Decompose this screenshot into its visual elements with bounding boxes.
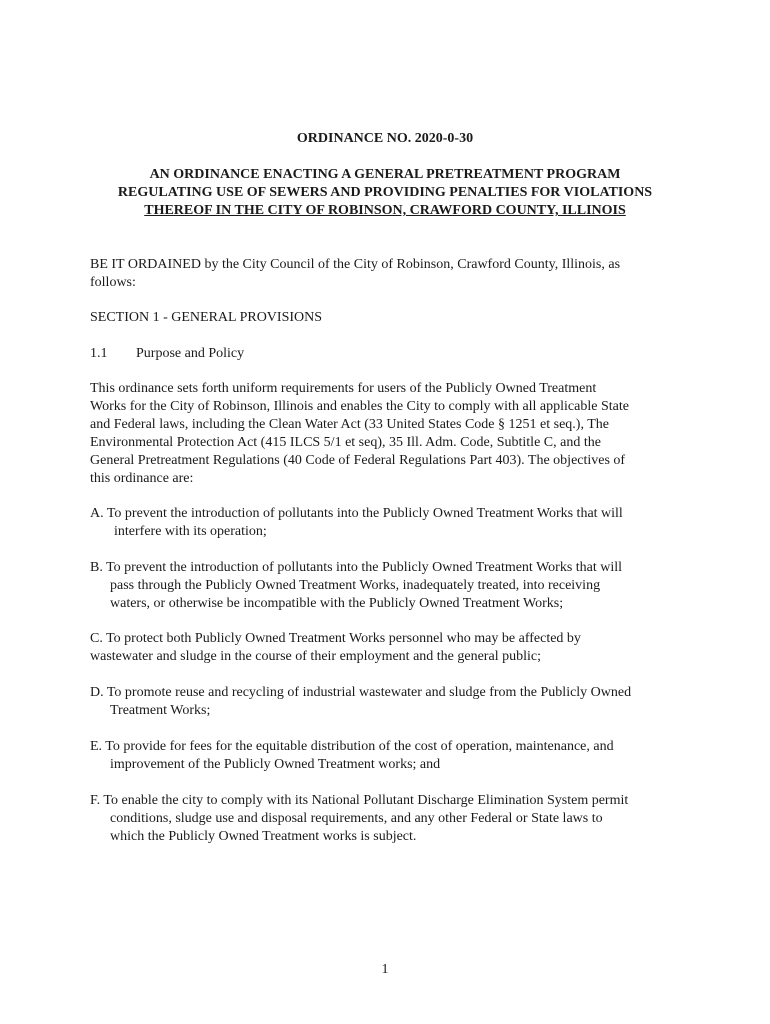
intro-line-4: Environmental Protection Act (415 ILCS 5/1 et seq), 35 Ill. Adm. Code, Subtitle C, and the bbox=[90, 435, 601, 450]
objective-f-line-2: conditions, sludge use and disposal requirements, and any other Federal or State laws to bbox=[110, 811, 603, 826]
ordained-line-1: BE IT ORDAINED by the City Council of the City of Robinson, Crawford County, Illinois, as bbox=[90, 257, 621, 272]
objective-a-line-1: A. To prevent the introduction of pollutants into the Publicly Owned Treatment Works that will bbox=[90, 506, 623, 521]
objective-c bbox=[90, 630, 680, 666]
heading-line-1: AN ORDINANCE ENACTING A GENERAL PRETREATMENT PROGRAM bbox=[149, 167, 621, 182]
objective-e-line-1: E. To provide for fees for the equitable distribution of the cost of operation, maintenance, and bbox=[90, 739, 614, 754]
objective-e-line-2: improvement of the Publicly Owned Treatment works; and bbox=[110, 757, 441, 772]
objective-f-line-1: F. To enable the city to comply with its National Pollutant Discharge Elimination System permit bbox=[90, 793, 629, 808]
objective-b bbox=[90, 559, 680, 613]
intro-paragraph bbox=[90, 380, 680, 488]
ordained-line-2: follows: bbox=[90, 275, 136, 290]
heading-line-3: THEREOF IN THE CITY OF ROBINSON, CRAWFORD COUNTY, ILLINOIS bbox=[144, 203, 626, 218]
intro-line-1: This ordinance sets forth uniform requirements for users of the Publicly Owned Treatment bbox=[90, 381, 597, 396]
subsection-heading bbox=[90, 345, 680, 363]
section-title: SECTION 1 - GENERAL PROVISIONS bbox=[90, 310, 323, 325]
intro-line-6: this ordinance are: bbox=[90, 471, 194, 486]
objective-d bbox=[90, 684, 680, 720]
page-number: 1 bbox=[381, 962, 389, 977]
intro-line-5: General Pretreatment Regulations (40 Code of Federal Regulations Part 403). The objectives of bbox=[90, 453, 626, 468]
intro-line-2: Works for the City of Robinson, Illinois and enables the City to comply with all applicable State bbox=[90, 399, 629, 414]
objective-a bbox=[90, 505, 680, 541]
objective-f-line-3: which the Publicly Owned Treatment works is subject. bbox=[110, 829, 417, 844]
objective-b-line-1: B. To prevent the introduction of pollutants into the Publicly Owned Treatment Works that will bbox=[90, 560, 623, 575]
heading-line-2: REGULATING USE OF SEWERS AND PROVIDING PENALTIES FOR VIOLATIONS bbox=[117, 185, 653, 200]
subsection-number: 1.1 bbox=[90, 346, 108, 361]
intro-line-3: and Federal laws, including the Clean Water Act (33 United States Code § 1251 et seq.), The bbox=[90, 417, 609, 432]
ordinance-number: ORDINANCE NO. 2020-0-30 bbox=[296, 131, 474, 146]
ordained-paragraph bbox=[90, 256, 680, 292]
objective-c-line-2: wastewater and sludge in the course of their employment and the general public; bbox=[90, 649, 541, 664]
subsection-title: Purpose and Policy bbox=[136, 346, 245, 361]
objective-e bbox=[90, 738, 680, 774]
objective-b-line-3: waters, or otherwise be incompatible with the Publicly Owned Treatment Works; bbox=[110, 596, 564, 611]
objective-d-line-2: Treatment Works; bbox=[110, 703, 211, 718]
objective-d-line-1: D. To promote reuse and recycling of industrial wastewater and sludge from the Publicly Owned bbox=[90, 685, 632, 700]
ordinance-heading bbox=[90, 166, 680, 220]
objective-a-line-2: interfere with its operation; bbox=[114, 524, 267, 539]
objective-c-line-1: C. To protect both Publicly Owned Treatment Works personnel who may be affected by bbox=[90, 631, 581, 646]
objective-f bbox=[90, 792, 680, 846]
objective-b-line-2: pass through the Publicly Owned Treatment Works, inadequately treated, into receiving bbox=[110, 578, 601, 593]
